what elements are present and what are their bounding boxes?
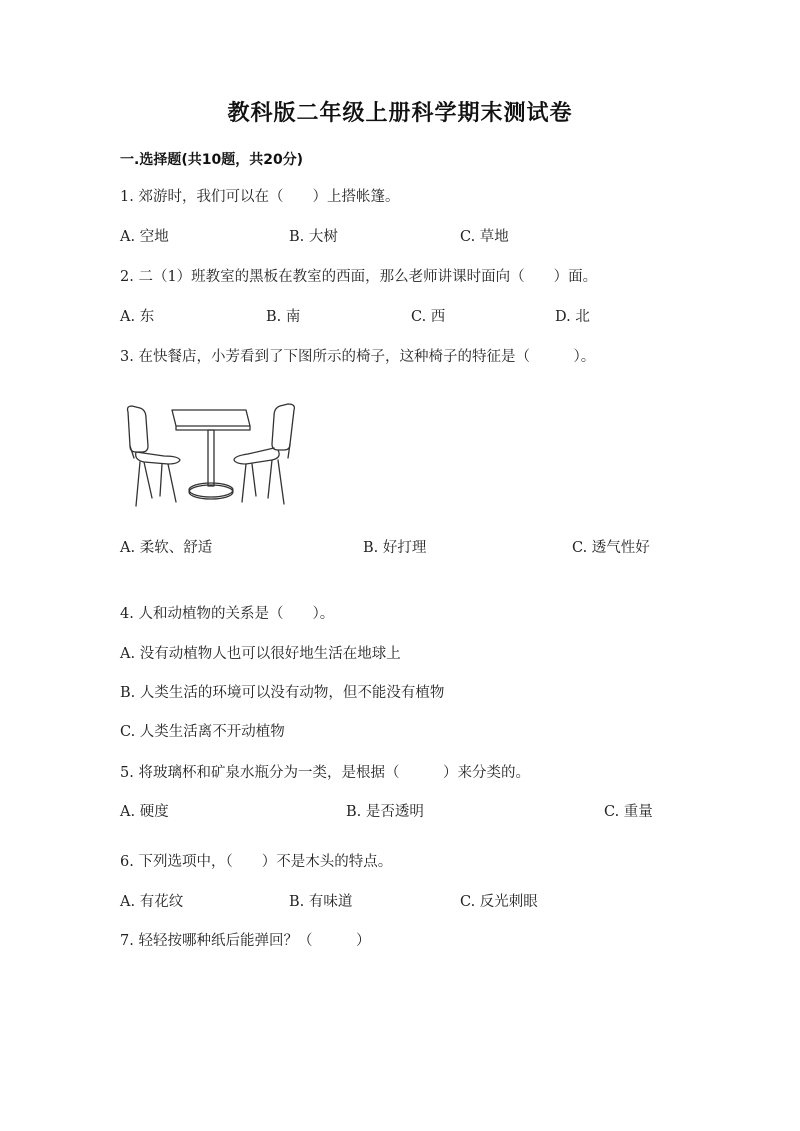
question-1-option-c: C. 草地 (460, 229, 509, 245)
table-and-chairs-figure (122, 398, 302, 510)
question-2-option-a: A. 东 (120, 309, 155, 325)
question-4-stem: 4. 人和动植物的关系是（ ）。 (120, 606, 335, 622)
question-1-option-a: A. 空地 (120, 229, 169, 245)
question-5-stem: 5. 将玻璃杯和矿泉水瓶分为一类，是根据（ ）来分类的。 (120, 765, 530, 781)
question-6-option-a: A. 有花纹 (120, 894, 184, 910)
question-4-option-a: A. 没有动植物人也可以很好地生活在地球上 (120, 646, 401, 662)
question-3-option-a: A. 柔软、舒适 (120, 540, 213, 556)
question-2-option-d: D. 北 (555, 309, 590, 325)
question-6-option-b: B. 有味道 (289, 894, 353, 910)
question-2-option-b: B. 南 (266, 309, 301, 325)
question-7-stem: 7. 轻轻按哪种纸后能弹回？（ ） (120, 933, 371, 949)
question-3-option-b: B. 好打理 (363, 540, 427, 556)
question-3-stem: 3. 在快餐店，小芳看到了下图所示的椅子，这种椅子的特征是（ ）。 (120, 349, 596, 365)
question-6-stem: 6. 下列选项中，（ ）不是木头的特点。 (120, 854, 393, 870)
question-4-option-c: C. 人类生活离不开动植物 (120, 724, 285, 740)
question-2-stem: 2. 二（1）班教室的黑板在教室的西面，那么老师讲课时面向（ ）面。 (120, 269, 598, 285)
question-5-option-a: A. 硬度 (120, 804, 169, 820)
question-6-option-c: C. 反光刺眼 (460, 894, 538, 910)
question-4-option-b: B. 人类生活的环境可以没有动物，但不能没有植物 (120, 685, 445, 701)
question-1-stem: 1. 郊游时，我们可以在（ ）上搭帐篷。 (120, 189, 400, 205)
section-heading: 一.选择题(共10题，共20分) (120, 152, 304, 168)
question-5-option-c: C. 重量 (604, 804, 653, 820)
question-1-option-b: B. 大树 (289, 229, 338, 245)
question-5-option-b: B. 是否透明 (346, 804, 424, 820)
question-2-option-c: C. 西 (411, 309, 446, 325)
question-3-option-c: C. 透气性好 (572, 540, 650, 556)
exam-title: 教科版二年级上册科学期末测试卷 (227, 101, 573, 126)
